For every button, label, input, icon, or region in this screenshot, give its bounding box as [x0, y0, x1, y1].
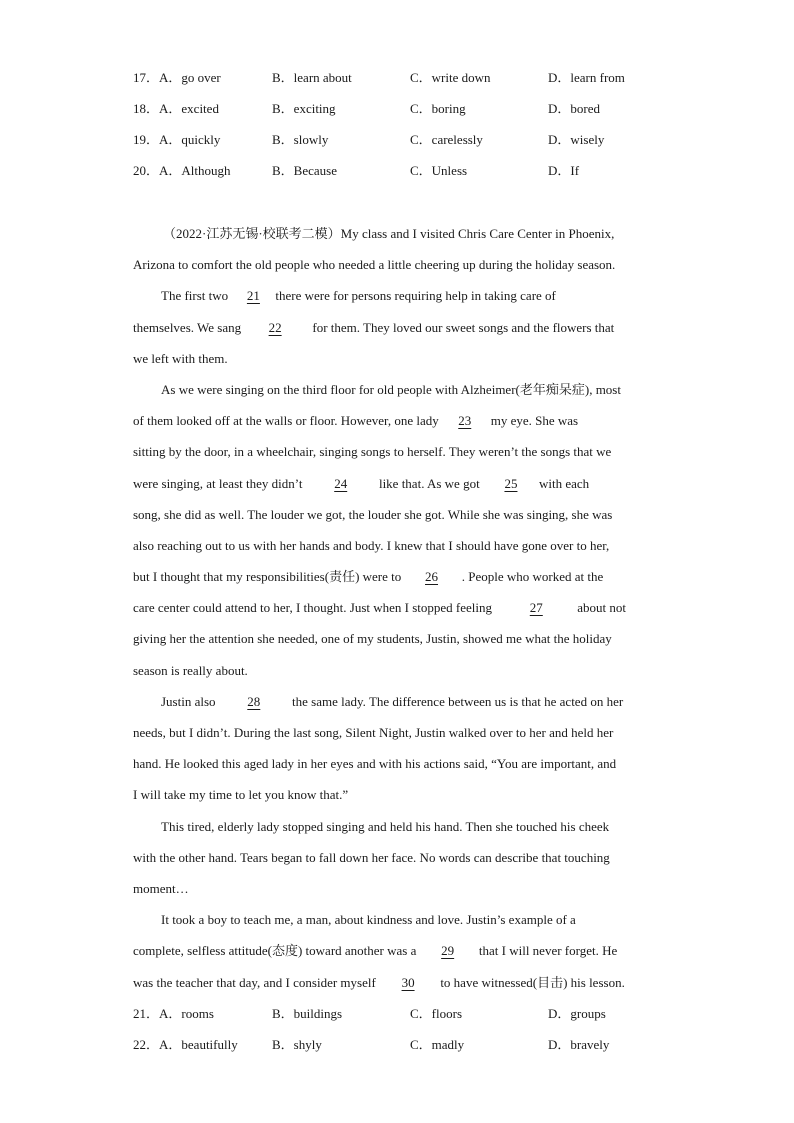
passage-text: also reaching out to us with her hands and body. I knew that I should have gone over to her, — [133, 537, 610, 553]
option-row-22 — [133, 1034, 673, 1054]
option-d: D．If — [548, 163, 580, 178]
passage-line — [133, 686, 663, 717]
question-number: 18． — [133, 101, 160, 116]
passage-line — [133, 405, 663, 436]
option-b: B．learn about — [272, 70, 352, 85]
passage-text: the same lady. The difference between us is that he acted on her — [288, 693, 624, 709]
option-c: C．carelessly — [410, 132, 483, 147]
passage-line — [133, 592, 663, 623]
passage-text: but I thought that my responsibilities(责任) were to — [133, 569, 405, 585]
passage-text: hand. He looked this aged lady in her eyes and with his actions said, “You are important, and — [133, 756, 617, 772]
passage-text: I will take my time to let you know that.” — [133, 787, 349, 803]
question-number: 21． — [133, 1006, 160, 1021]
passage-line — [133, 280, 663, 311]
option-b: B．exciting — [272, 101, 336, 116]
passage-line — [133, 655, 663, 686]
passage-line — [133, 935, 663, 966]
passage-text: was the teacher that day, and I consider myself — [133, 974, 380, 990]
option-b: B．Because — [272, 163, 337, 178]
passage-text: The first two — [161, 288, 232, 304]
passage-line — [133, 468, 663, 499]
passage-text: giving her the attention she needed, one of my students, Justin, showed me what the holiday — [133, 631, 612, 647]
option-a-text: A．excited — [159, 101, 219, 116]
passage-line — [133, 873, 663, 904]
passage-text: themselves. We sang — [133, 319, 242, 335]
passage-text: we left with them. — [133, 350, 228, 366]
blank-27: 27 — [529, 600, 543, 616]
question-number: 19． — [133, 132, 160, 147]
question-number: 20． — [133, 163, 160, 178]
question-number: 17． — [133, 70, 160, 85]
passage-source-intro: （2022·江苏无锡·校联考二模）My class and I visited Chris Care Center in Phoenix, — [163, 226, 615, 241]
passage-text: my eye. She was — [490, 413, 579, 429]
option-a — [133, 1003, 214, 1022]
blank-25: 25 — [504, 475, 518, 491]
option-d: D．learn from — [548, 70, 625, 85]
passage-text: As we were singing on the third floor for old people with Alzheimer(老年痴呆症), most — [161, 381, 621, 397]
option-a — [133, 1034, 238, 1053]
option-d: D．bravely — [548, 1037, 610, 1052]
passage-line — [133, 904, 663, 935]
option-a-text: A．quickly — [159, 132, 221, 147]
option-a-text: A．Although — [159, 163, 231, 178]
option-c: C．write down — [410, 70, 491, 85]
passage-line — [133, 748, 663, 779]
passage-line — [133, 312, 663, 343]
passage-text: moment… — [133, 880, 189, 896]
option-b: B．slowly — [272, 132, 329, 147]
cloze-passage — [133, 218, 663, 998]
blank-21: 21 — [246, 288, 260, 304]
passage-text: This tired, elderly lady stopped singing and held his hand. Then she touched his cheek — [161, 818, 610, 834]
passage-text: were singing, at least they didn’t — [133, 475, 306, 491]
passage-text: about not — [577, 600, 627, 616]
passage-line — [133, 623, 663, 654]
option-row-19 — [133, 129, 673, 149]
passage-text: season is really about. — [133, 662, 248, 678]
option-b: B．buildings — [272, 1006, 343, 1021]
blank-22: 22 — [268, 319, 282, 335]
passage-line — [133, 842, 663, 873]
passage-text: needs, but I didn’t. During the last song, Silent Night, Justin walked over to her and held her — [133, 725, 614, 740]
question-number: 22． — [133, 1037, 160, 1052]
blank-24: 24 — [334, 475, 348, 491]
passage-line — [133, 967, 663, 998]
passage-text: there were for persons requiring help in taking care of — [275, 288, 556, 304]
passage-text: for them. They loved our sweet songs and the flowers that — [309, 319, 615, 335]
option-b: B．shyly — [272, 1037, 322, 1052]
passage-text: with each — [538, 475, 590, 491]
passage-text: sitting by the door, in a wheelchair, singing songs to herself. They weren’t the songs that we — [133, 444, 612, 460]
option-a — [133, 67, 221, 86]
passage-text: with the other hand. Tears began to fall down her face. No words can describe that touching — [133, 849, 610, 865]
option-a — [133, 98, 219, 117]
blank-29: 29 — [441, 943, 455, 959]
passage-line — [133, 218, 663, 249]
passage-text: It took a boy to teach me, a man, about kindness and love. Justin’s example of a — [161, 912, 576, 928]
option-d: D．wisely — [548, 132, 605, 147]
passage-line — [133, 374, 663, 405]
option-d: D．groups — [548, 1006, 606, 1021]
passage-line — [133, 530, 663, 561]
passage-line — [133, 249, 663, 280]
blank-26: 26 — [425, 569, 439, 585]
option-row-18 — [133, 98, 673, 118]
option-c: C．madly — [410, 1037, 465, 1052]
passage-line — [133, 811, 663, 842]
passage-text: Arizona to comfort the old people who needed a little cheering up during the holiday season. — [133, 257, 616, 273]
passage-line — [133, 561, 663, 592]
option-a — [133, 129, 220, 148]
passage-text: that I will never forget. He — [475, 943, 618, 959]
passage-line — [133, 499, 663, 530]
option-c: C．boring — [410, 101, 466, 116]
passage-line — [133, 779, 663, 810]
option-row-21 — [133, 1003, 673, 1023]
passage-text: care center could attend to her, I thought. Just when I stopped feeling — [133, 600, 496, 616]
passage-text: like that. As we got — [375, 475, 483, 491]
blank-23: 23 — [458, 413, 472, 429]
option-c: C．floors — [410, 1006, 463, 1021]
blank-28: 28 — [247, 693, 261, 709]
option-a-text: A．rooms — [159, 1006, 214, 1021]
option-row-20 — [133, 160, 673, 180]
option-row-17 — [133, 67, 673, 87]
option-a — [133, 160, 231, 179]
passage-text: complete, selfless attitude(态度) toward another was a — [133, 943, 420, 959]
passage-line — [133, 717, 663, 748]
passage-text: . People who worked at the — [458, 569, 604, 585]
blank-30: 30 — [401, 974, 415, 990]
option-c: C．Unless — [410, 163, 468, 178]
option-d: D．bored — [548, 101, 600, 116]
passage-text: to have witnessed(目击) his lesson. — [437, 974, 625, 990]
passage-text: Justin also — [161, 693, 219, 709]
passage-line — [133, 343, 663, 374]
passage-text: of them looked off at the walls or floor. However, one lady — [133, 413, 439, 429]
option-a-text: A．beautifully — [159, 1037, 238, 1052]
option-a-text: A．go over — [159, 70, 221, 85]
passage-text: song, she did as well. The louder we got, the louder she got. While she was singing, she was — [133, 506, 613, 522]
passage-line — [133, 436, 663, 467]
